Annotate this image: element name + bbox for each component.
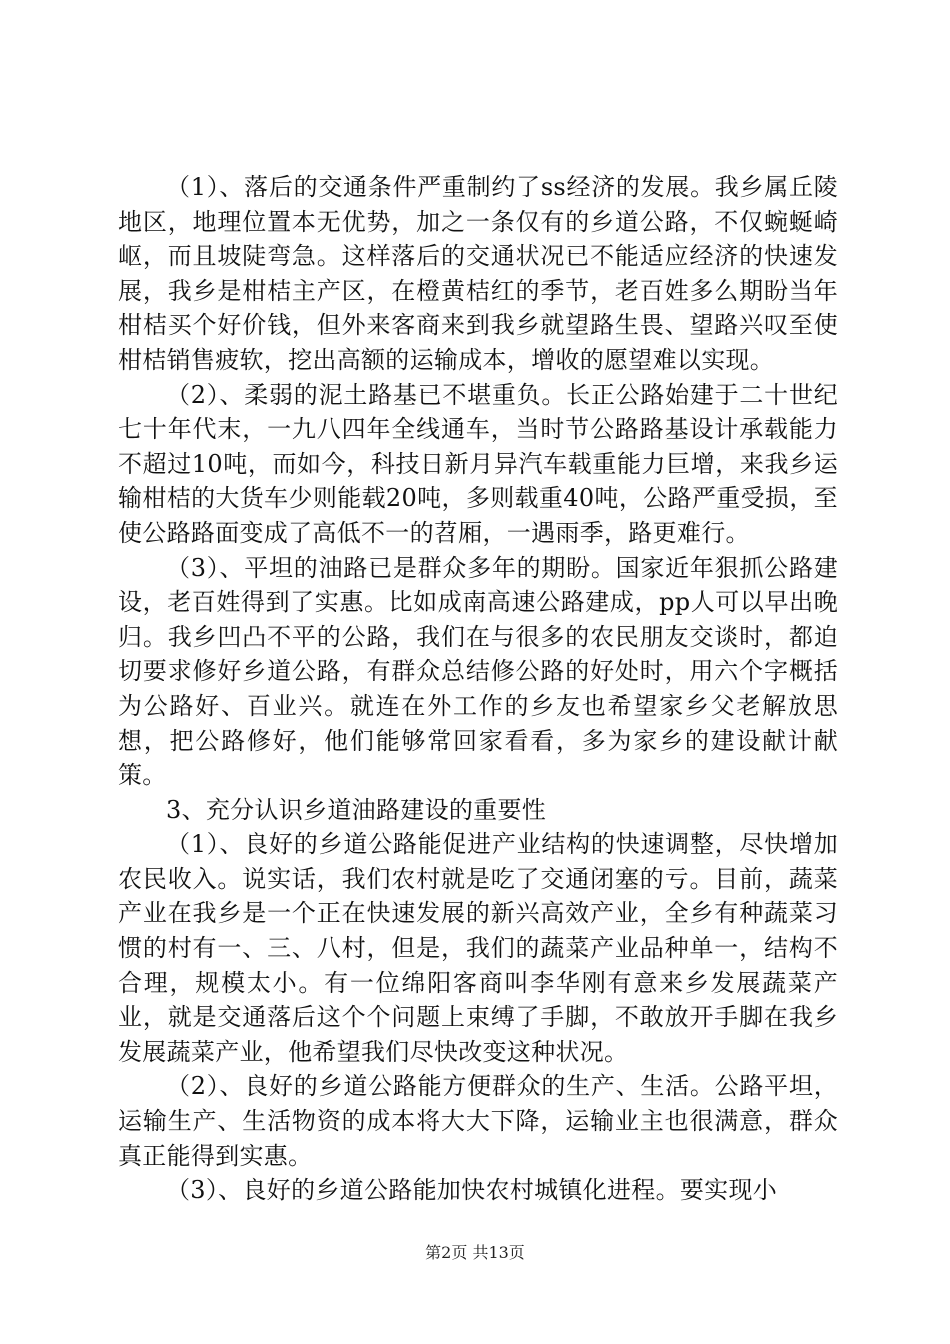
paragraph-weak-roadbed: （2）、柔弱的泥土路基已不堪重负。长正公路始建于二十世纪七十年代末，一九八四年全线通车，当时节公路路基设计承载能力不超过10吨，而如今，科技日新月异汽车载重能力巨增，来我乡运输柑桔的大货车少则能载20吨，多则载重40吨，公路严重受损，至使公路路面变成了高低不一的苕厢，一遇雨季，路更难行。 <box>118 380 838 547</box>
paragraph-industry-adjustment: （1）、良好的乡道公路能促进产业结构的快速调整，尽快增加农民收入。说实话，我们农村就是吃了交通闭塞的亏。目前，蔬菜产业在我乡是一个正在快速发展的新兴高效产业，全乡有种蔬菜习惯的村有一、三、八村，但是，我们的蔬菜产业品种单一，结构不合理，规模太小。有一位绵阳客商叫李华刚有意来乡发展蔬菜产业，就是交通落后这个个问题上束缚了手脚，不敢放开手脚在我乡发展蔬菜产业，他希望我们尽快改变这种状况。 <box>118 830 838 1066</box>
section-heading-importance: 3、充分认识乡道油路建设的重要性 <box>166 795 547 824</box>
paragraph-paved-road-expectation: （3）、平坦的油路已是群众多年的期盼。国家近年狠抓公路建设，老百姓得到了实惠。比如成南高速公路建成，pp人可以早出晚归。我乡凹凸不平的公路，我们在与很多的农民朋友交谈时，都迫切要求修好乡道公路，有群众总结修公路的好处时，用六个字概括为公路好、百业兴。就连在外工作的乡友也希望家乡父老解放思想，把公路修好，他们能够常回家看看，多为家乡的建设献计献策。 <box>118 553 838 790</box>
page-footer: 第2页 共13页 <box>425 1243 525 1262</box>
document-body <box>118 170 838 1208</box>
paragraph-urbanization: （3）、良好的乡道公路能加快农村城镇化进程。要实现小 <box>166 1176 778 1205</box>
paragraph-transport-constraint: （1）、落后的交通条件严重制约了ss经济的发展。我乡属丘陵地区，地理位置本无优势，加之一条仅有的乡道公路，不仅蜿蜒崎岖，而且坡陡弯急。这样落后的交通状况已不能适应经济的快速发展，我乡是柑桔主产区，在橙黄桔红的季节，老百姓多么期盼当年柑桔买个好价钱，但外来客商来到我乡就望路生畏、望路兴叹至使柑桔销售疲软，挖出高额的运输成本，增收的愿望难以实现。 <box>118 173 838 374</box>
paragraph-convenience: （2）、良好的乡道公路能方便群众的生产、生活。公路平坦，运输生产、生活物资的成本将大大下降，运输业主也很满意，群众真正能得到实惠。 <box>118 1072 838 1170</box>
